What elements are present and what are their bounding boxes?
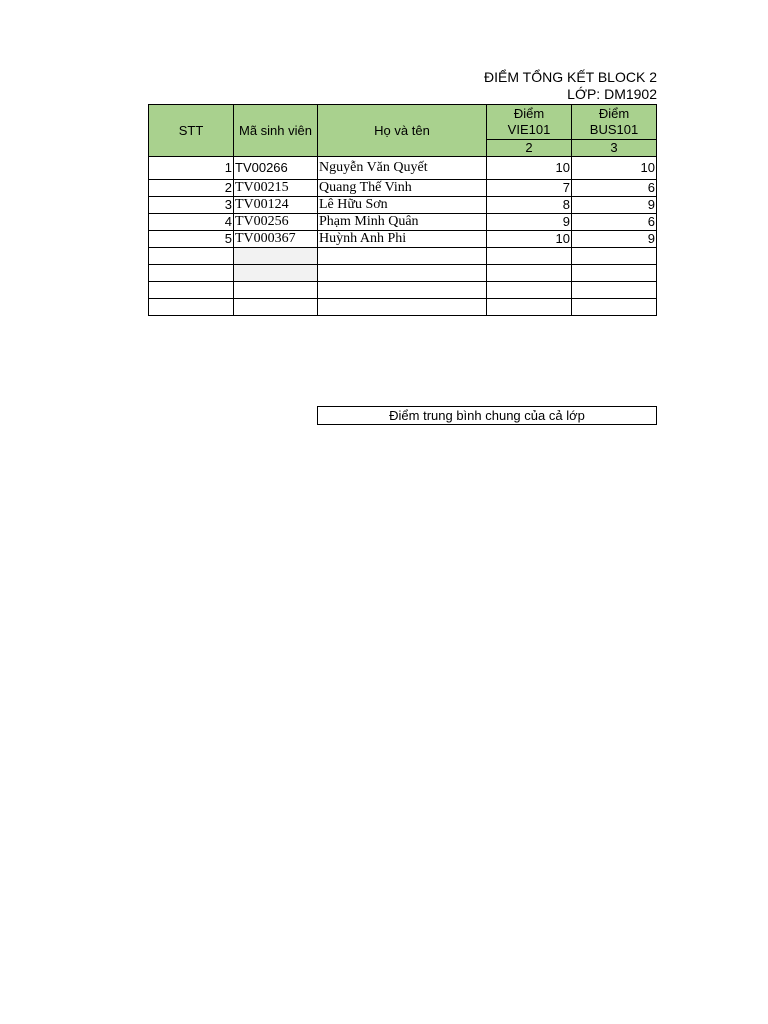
cell-full-name[interactable]: Nguyễn Văn Quyết — [318, 157, 487, 180]
cell-student-id[interactable]: TV000367 — [234, 231, 318, 248]
empty-cell[interactable] — [234, 248, 318, 265]
cell-stt[interactable]: 3 — [149, 197, 234, 214]
empty-cell[interactable] — [487, 248, 572, 265]
empty-cell[interactable] — [572, 265, 657, 282]
empty-cell[interactable] — [149, 248, 234, 265]
empty-cell[interactable] — [234, 299, 318, 316]
cell-stt[interactable]: 2 — [149, 180, 234, 197]
cell-student-id[interactable]: TV00256 — [234, 214, 318, 231]
class-average-label[interactable]: Điểm trung bình chung của cả lớp — [317, 406, 657, 425]
table-row — [149, 231, 657, 248]
header-score-vie101-line2: VIE101 — [507, 122, 551, 137]
table-row — [149, 157, 657, 180]
credits-vie101[interactable]: 2 — [487, 140, 572, 157]
class-code: LỚP: DM1902 — [567, 86, 657, 102]
header-score-vie101-line1: Điểm — [513, 106, 545, 121]
cell-score-vie101[interactable]: 9 — [487, 214, 572, 231]
header-score-bus101[interactable] — [572, 105, 657, 140]
empty-cell[interactable] — [487, 299, 572, 316]
cell-score-bus101[interactable]: 10 — [572, 157, 657, 180]
report-title-block — [484, 69, 657, 103]
cell-full-name[interactable]: Phạm Minh Quân — [318, 214, 487, 231]
empty-cell[interactable] — [234, 282, 318, 299]
header-score-bus101-line2: BUS101 — [589, 122, 639, 137]
empty-cell[interactable] — [318, 248, 487, 265]
empty-cell[interactable] — [487, 282, 572, 299]
empty-cell[interactable] — [149, 265, 234, 282]
cell-full-name[interactable]: Quang Thế Vinh — [318, 180, 487, 197]
empty-cell[interactable] — [572, 282, 657, 299]
cell-stt[interactable]: 5 — [149, 231, 234, 248]
empty-row — [149, 265, 657, 282]
cell-student-id[interactable]: TV00124 — [234, 197, 318, 214]
cell-score-vie101[interactable]: 8 — [487, 197, 572, 214]
empty-cell[interactable] — [572, 299, 657, 316]
header-full-name[interactable]: Họ và tên — [318, 105, 487, 157]
cell-student-id[interactable]: TV00266 — [234, 157, 318, 180]
empty-cell[interactable] — [572, 248, 657, 265]
header-row — [149, 105, 657, 140]
empty-cell[interactable] — [234, 265, 318, 282]
cell-stt[interactable]: 1 — [149, 157, 234, 180]
empty-cell[interactable] — [149, 282, 234, 299]
empty-cell[interactable] — [318, 265, 487, 282]
cell-score-bus101[interactable]: 9 — [572, 197, 657, 214]
empty-row — [149, 282, 657, 299]
empty-cell[interactable] — [318, 299, 487, 316]
empty-cell[interactable] — [318, 282, 487, 299]
cell-student-id[interactable]: TV00215 — [234, 180, 318, 197]
grades-table — [148, 104, 657, 316]
cell-score-vie101[interactable]: 10 — [487, 157, 572, 180]
cell-score-bus101[interactable]: 6 — [572, 214, 657, 231]
cell-score-bus101[interactable]: 6 — [572, 180, 657, 197]
cell-score-vie101[interactable]: 10 — [487, 231, 572, 248]
cell-full-name[interactable]: Huỳnh Anh Phi — [318, 231, 487, 248]
header-score-bus101-line1: Điểm — [598, 106, 630, 121]
empty-row — [149, 248, 657, 265]
empty-cell[interactable] — [149, 299, 234, 316]
credits-bus101[interactable]: 3 — [572, 140, 657, 157]
table-row — [149, 180, 657, 197]
report-title: ĐIỂM TỔNG KẾT BLOCK 2 — [484, 69, 657, 85]
cell-stt[interactable]: 4 — [149, 214, 234, 231]
table-row — [149, 197, 657, 214]
cell-score-bus101[interactable]: 9 — [572, 231, 657, 248]
header-score-vie101[interactable] — [487, 105, 572, 140]
empty-row — [149, 299, 657, 316]
header-student-id[interactable]: Mã sinh viên — [234, 105, 318, 157]
cell-score-vie101[interactable]: 7 — [487, 180, 572, 197]
header-stt[interactable]: STT — [149, 105, 234, 157]
cell-full-name[interactable]: Lê Hữu Sơn — [318, 197, 487, 214]
empty-cell[interactable] — [487, 265, 572, 282]
table-row — [149, 214, 657, 231]
